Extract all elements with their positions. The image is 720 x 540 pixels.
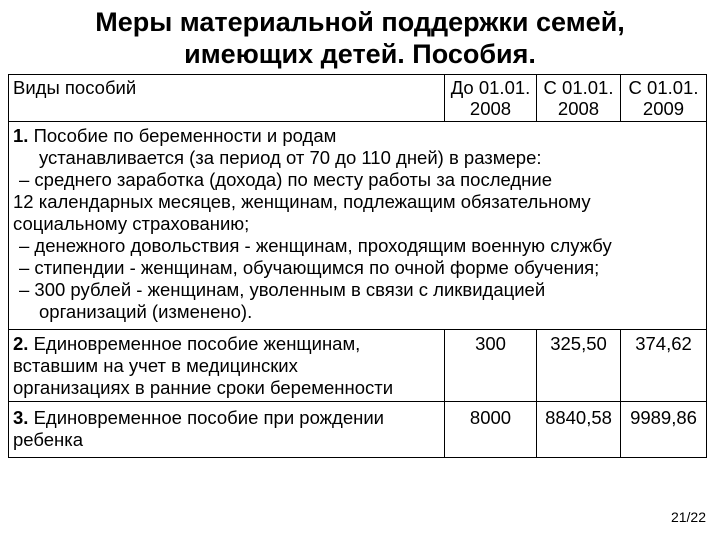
row3-text-0: Единовременное пособие при рождении [33, 407, 385, 428]
table-row [9, 402, 707, 458]
row2-line-2: организациях в ранние сроки беременности [13, 377, 394, 398]
row1-line-3: 12 календарных месяцев, женщинам, подлежащим обязательному [13, 191, 591, 212]
header-col1-line2: 2008 [469, 98, 512, 119]
header-label-cell [9, 75, 445, 122]
title-line-2: имеющих детей. Пособия. [184, 39, 536, 69]
row3-value-from-2008: 8840,58 [537, 402, 621, 458]
header-col1-line1: До 01.01. [450, 77, 531, 98]
header-col-before-2008 [445, 75, 537, 122]
row3-value-before-2008: 8000 [445, 402, 537, 458]
row3-description-cell [9, 402, 445, 458]
header-col3-line1: С 01.01. [628, 77, 699, 98]
header-col2-line2: 2008 [557, 98, 600, 119]
row2-value-before-2008: 300 [445, 330, 537, 402]
row1-number: 1. [13, 125, 29, 146]
row2-description-cell [9, 330, 445, 402]
page-number: 21/22 [670, 509, 706, 525]
row1-line-7: – 300 рублей - женщинам, уволенным в связи с ликвидацией [19, 279, 546, 300]
row1-line-1: устанавливается (за период от 70 до 110 дней) в размере: [39, 147, 542, 168]
row2-text-0: Единовременное пособие женщинам, [33, 333, 361, 354]
row2-number: 2. [13, 333, 29, 354]
row2-line-1: вставшим на учет в медицинских [13, 355, 298, 376]
row2-value-from-2008: 325,50 [537, 330, 621, 402]
row1-line-5: – денежного довольствия - женщинам, проходящим военную службу [19, 235, 612, 256]
row2-line-0 [13, 333, 440, 355]
row1-line-0 [13, 125, 702, 147]
row1-text-0: Пособие по беременности и родам [33, 125, 337, 146]
row1-line-8: организаций (изменено). [39, 301, 253, 322]
table-header-row [9, 75, 707, 122]
benefits-table [8, 74, 707, 458]
row3-line-1: ребенка [13, 429, 84, 450]
row1-description-cell [9, 122, 707, 330]
row1-line-4: социальному страхованию; [13, 213, 250, 234]
row1-line-6: – стипендии - женщинам, обучающимся по очной форме обучения; [19, 257, 600, 278]
row3-line-0 [13, 407, 440, 429]
header-label: Виды пособий [13, 77, 137, 98]
header-col3-line2: 2009 [642, 98, 685, 119]
row3-number: 3. [13, 407, 29, 428]
row2-value-from-2009: 374,62 [621, 330, 707, 402]
header-col-from-2008 [537, 75, 621, 122]
table-row [9, 122, 707, 330]
title-line-1: Меры материальной поддержки семей, [95, 7, 625, 37]
row1-line-2: – среднего заработка (дохода) по месту работы за последние [19, 169, 553, 190]
header-col-from-2009 [621, 75, 707, 122]
header-col2-line1: С 01.01. [543, 77, 614, 98]
slide-title [0, 6, 720, 70]
row3-value-from-2009: 9989,86 [621, 402, 707, 458]
table-row [9, 330, 707, 402]
